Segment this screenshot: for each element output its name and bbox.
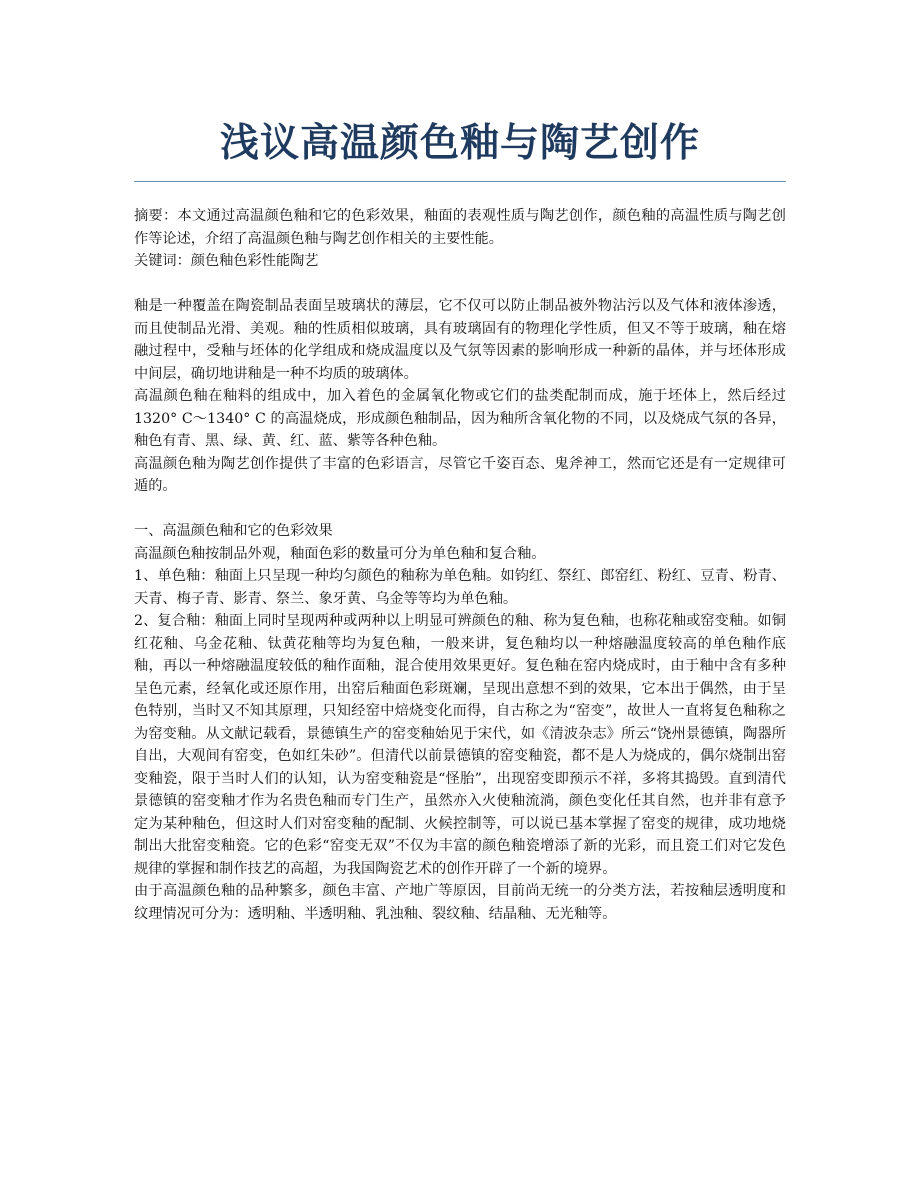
section1-paragraph-1: 高温颜色釉按制品外观，釉面色彩的数量可分为单色釉和复合釉。 [134, 545, 546, 562]
document-title: 浅议高温颜色釉与陶艺创作 [219, 121, 700, 166]
section-heading-1: 一、高温颜色釉和它的色彩效果 [134, 523, 333, 539]
section1-paragraph-4: 由于高温颜色釉的品种繁多，颜色丰富、产地广等原因，目前尚无统一的分类方法，若按釉层透明度和纹理情况可分为：透明釉、半透明釉、乳浊釉、裂纹釉、结晶釉、无光釉等。 [134, 883, 786, 922]
intro-paragraph-2: 高温颜色釉在釉料的组成中，加入着色的金属氧化物或它们的盐类配制而成，施于坯体上，然后经过 1320° C～1340° C 的高温烧成，形成颜色釉制品，因为釉所含氧化物的不同，以及烧成气氛的各异，釉色有青、黑、绿、黄、红、蓝、紫等各种色釉。 [134, 388, 786, 449]
paragraph-gap [134, 273, 786, 296]
title-divider [134, 181, 786, 182]
intro-paragraph-3: 高温颜色釉为陶艺创作提供了丰富的色彩语言，尽管它千姿百态、鬼斧神工，然而它还是有一定规律可遁的。 [134, 455, 786, 494]
section1-paragraph-3: 2、复合釉：釉面上同时呈现两种或两种以上明显可辨颜色的釉、称为复色釉，也称花釉或窑变釉。如铜红花釉、乌金花釉、钛黄花釉等均为复色釉，一般来讲，复色釉均以一种熔融温度较高的单色釉作底釉，再以一种熔融温度较低的釉作面釉，混合使用效果更好。复色釉在窑内烧成时，由于釉中含有多种呈色元素，经氧化或还原作用，出窑后釉面色彩斑斓，呈现出意想不到的效果，它本出于偶然，由于呈色特别，当时又不知其原理，只知经窑中焙烧变化而得，自古称之为“窑变”，故世人一直将复色釉称之为窑变釉。从文献记载看，景德镇生产的窑变釉始见于宋代，如《清波杂志》所云“饶州景德镇，陶器所自出，大观间有窑变，色如红朱砂”。但清代以前景德镇的窑变釉瓷，都不是人为烧成的，偶尔烧制出窑变釉瓷，限于当时人们的认知，认为窑变釉瓷是“怪胎”，出现窑变即预示不祥，多将其捣毁。直到清代景德镇的窑变釉才作为名贵色釉而专门生产，虽然亦入火使釉流淌，颜色变化任其自然，也并非有意予定为某种釉色，但这时人们对窑变釉的配制、火候控制等，可以说已基本掌握了窑变的规律，成功地烧制出大批窑变釉瓷。它的色彩“窑变无双”不仅为丰富的颜色釉瓷增添了新的光彩，而且瓷工们对它发色规律的掌握和制作技艺的高超，为我国陶瓷艺术的创作开辟了一个新的境界。 [134, 613, 786, 877]
keywords-line: 关键词：颜色釉色彩性能陶艺 [134, 253, 319, 269]
document-body [134, 205, 786, 925]
intro-paragraph-1: 釉是一种覆盖在陶瓷制品表面呈玻璃状的薄层，它不仅可以防止制品被外物沾污以及气体和液体渗透，而且使制品光滑、美观。釉的性质相似玻璃，具有玻璃固有的物理化学性质，但又不等于玻璃，釉在熔融过程中，受釉与坯体的化学组成和烧成温度以及气氛等因素的影响形成一种新的晶体，并与坯体形成中间层，确切地讲釉是一种不均质的玻璃体。 [134, 298, 786, 382]
paragraph-gap [134, 498, 786, 521]
section1-paragraph-2: 1、单色釉：釉面上只呈现一种均匀颜色的釉称为单色釉。如钧红、祭红、郎窑红、粉红、豆青、粉青、天青、梅子青、影青、祭兰、象牙黄、乌金等等均为单色釉。 [134, 568, 786, 607]
abstract-paragraph: 摘要：本文通过高温颜色釉和它的色彩效果，釉面的表观性质与陶艺创作，颜色釉的高温性质与陶艺创作等论述，介绍了高温颜色釉与陶艺创作相关的主要性能。 [134, 208, 786, 247]
